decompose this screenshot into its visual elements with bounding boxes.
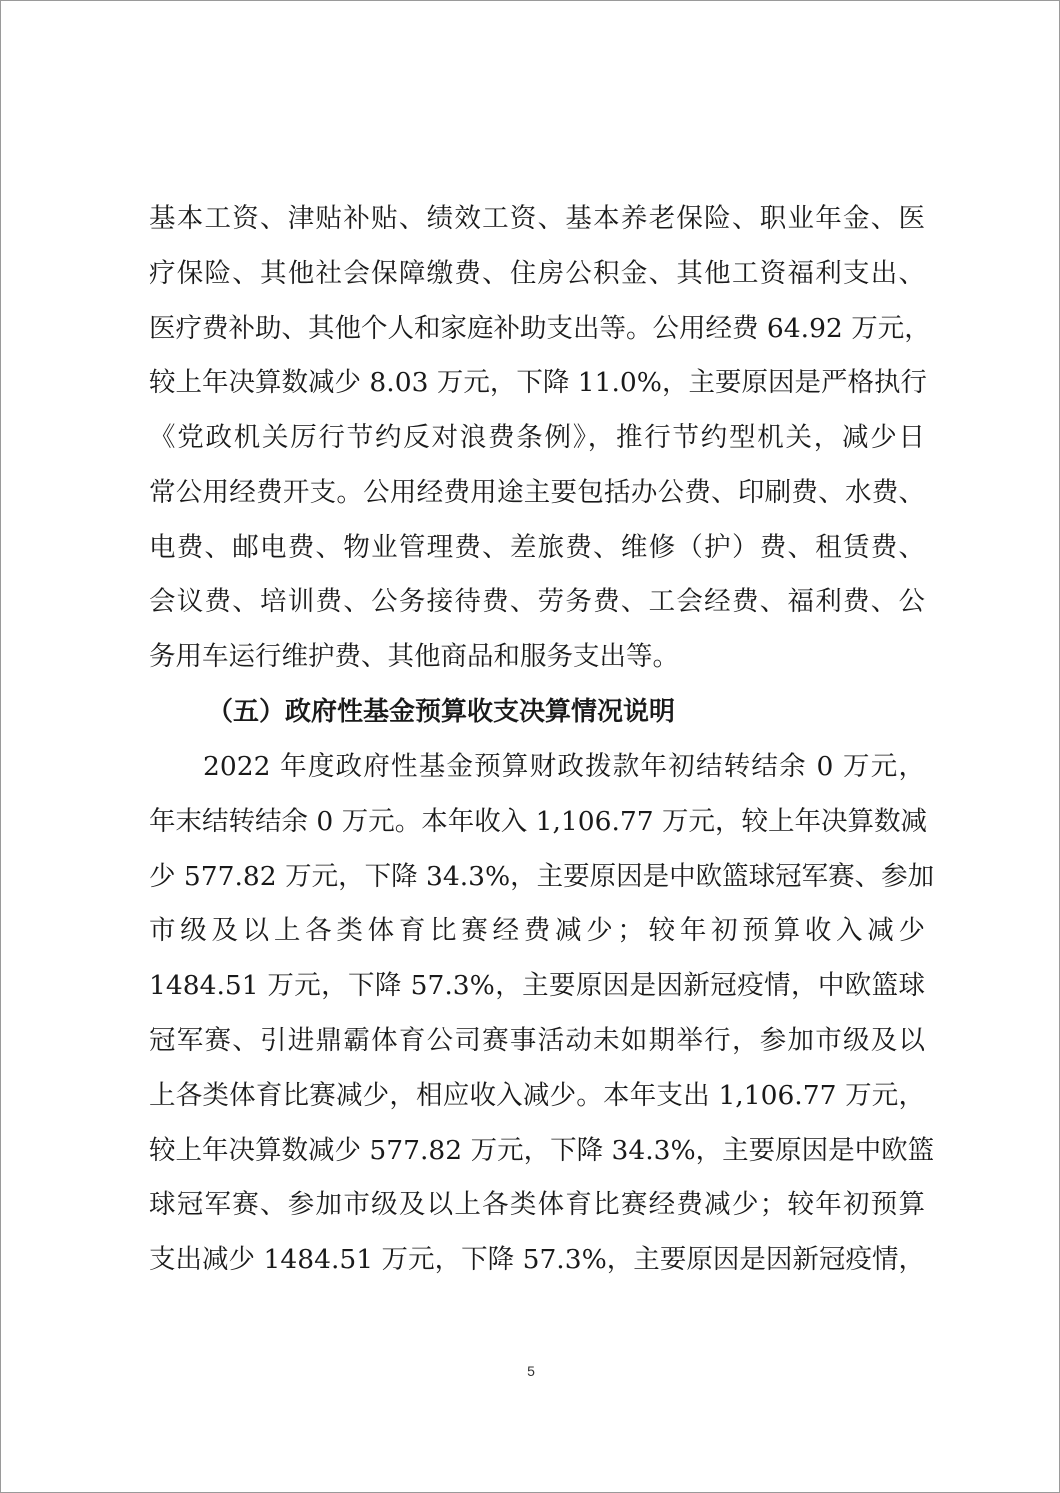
paragraph-1-line: 电费、邮电费、物业管理费、差旅费、维修（护）费、租赁费、	[149, 532, 925, 563]
paragraph-1-line: 较上年决算数减少 8.03 万元，下降 11.0%，主要原因是严格执行	[149, 367, 927, 398]
paragraph-1-line: 务用车运行维护费、其他商品和服务支出等。	[149, 641, 679, 672]
paragraph-1-line: 《党政机关厉行节约反对浪费条例》，推行节约型机关，减少日	[149, 422, 925, 453]
paragraph-1-line: 会议费、培训费、公务接待费、劳务费、工会经费、福利费、公	[149, 586, 925, 617]
paragraph-1-line: 常公用经费开支。公用经费用途主要包括办公费、印刷费、水费、	[149, 477, 925, 508]
paragraph-1-line: 医疗费补助、其他个人和家庭补助支出等。公用经费 64.92 万元，	[149, 313, 931, 344]
section-heading: （五）政府性基金预算收支决算情况说明	[207, 697, 676, 727]
paragraph-1-line: 基本工资、津贴补贴、绩效工资、基本养老保险、职业年金、医	[149, 203, 925, 234]
paragraph-2-line: 少 577.82 万元，下降 34.3%，主要原因是中欧篮球冠军赛、参加	[149, 861, 935, 892]
paragraph-2-line: 冠军赛、引进鼎霸体育公司赛事活动未如期举行，参加市级及以	[149, 1025, 925, 1056]
paragraph-2-line: 球冠军赛、参加市级及以上各类体育比赛经费减少；较年初预算	[149, 1189, 925, 1220]
paragraph-2-line: 上各类体育比赛减少，相应收入减少。本年支出 1,106.77 万元，	[149, 1080, 925, 1111]
paragraph-2-line: 年末结转结余 0 万元。本年收入 1,106.77 万元，较上年决算数减	[149, 806, 928, 837]
paragraph-2-line: 2022 年度政府性基金预算财政拨款年初结转结余 0 万元，	[203, 751, 925, 782]
paragraph-2-line: 支出减少 1484.51 万元，下降 57.3%，主要原因是因新冠疫情，	[149, 1244, 925, 1275]
paragraph-2-line: 市级及以上各类体育比赛经费减少；较年初预算收入减少	[149, 915, 925, 946]
paragraph-2-line: 较上年决算数减少 577.82 万元，下降 34.3%，主要原因是中欧篮	[149, 1135, 935, 1166]
page-number: 5	[527, 1363, 535, 1379]
paragraph-2-line: 1484.51 万元，下降 57.3%，主要原因是因新冠疫情，中欧篮球	[149, 970, 925, 1001]
paragraph-1-line: 疗保险、其他社会保障缴费、住房公积金、其他工资福利支出、	[149, 258, 925, 289]
